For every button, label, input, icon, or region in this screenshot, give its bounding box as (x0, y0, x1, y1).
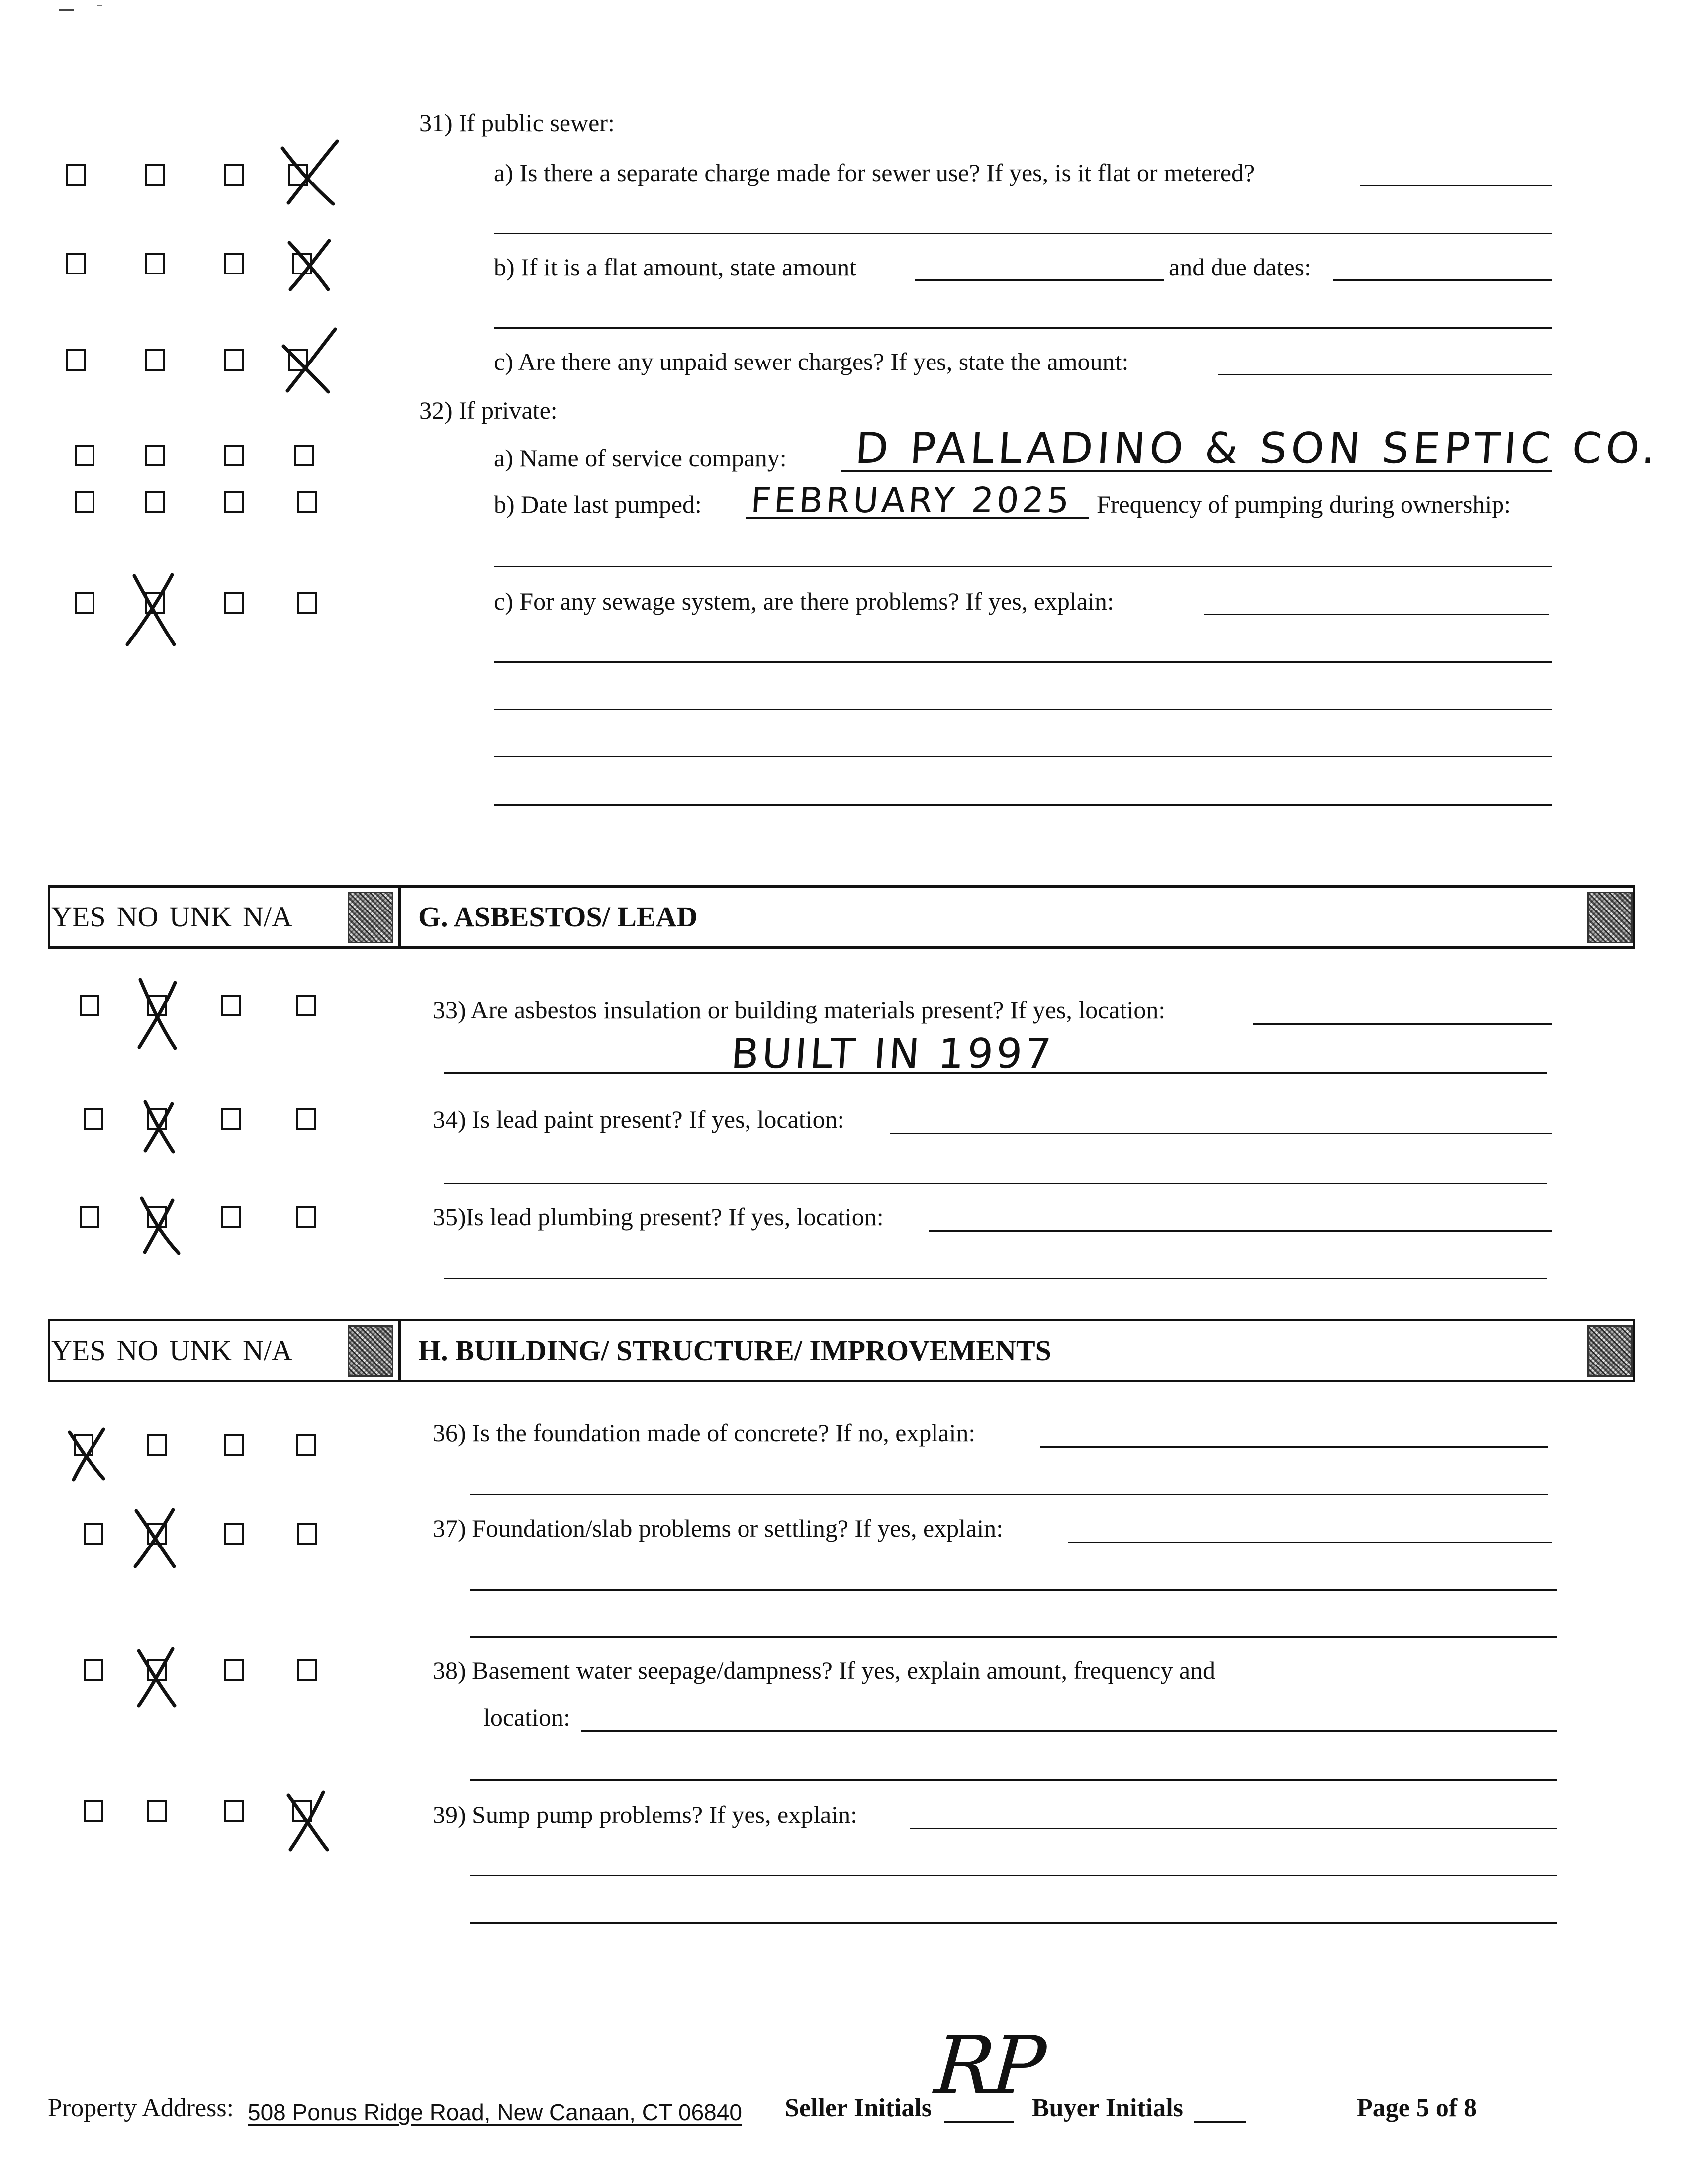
col-yes: YES (51, 1334, 106, 1366)
q32c-line-2[interactable] (494, 709, 1552, 710)
address-label: Property Address: (48, 2094, 234, 2122)
q35-text: 35)Is lead plumbing present? If yes, location: (433, 1203, 884, 1231)
col-na: N/A (243, 1334, 292, 1366)
seller-initials (785, 2093, 932, 2123)
q32a-yes-checkbox[interactable] (75, 445, 94, 466)
halftone-block (348, 1325, 393, 1377)
q38-extra-line[interactable] (470, 1779, 1557, 1781)
q31b-unk-checkbox[interactable] (224, 253, 244, 274)
page-number-text: Page 5 of 8 (1357, 2094, 1477, 2122)
q35-na-checkbox[interactable] (296, 1206, 316, 1228)
q36-text: 36) Is the foundation made of concrete? If no, explain: (433, 1419, 976, 1447)
section-h-header (48, 1319, 1635, 1382)
q32c-yes-checkbox[interactable] (75, 592, 94, 614)
q31b-text-1: b) If it is a flat amount, state amount (494, 253, 856, 281)
buyer-initials-line[interactable] (1194, 2121, 1246, 2123)
q33-text: 33) Are asbestos insulation or building materials present? If yes, location: (433, 996, 1166, 1024)
seller-initials-label: Seller Initials (785, 2094, 932, 2122)
address-value: 508 Ponus Ridge Road, New Canaan, CT 06840 (248, 2099, 742, 2125)
col-na: N/A (243, 901, 292, 933)
q39-line-1[interactable] (470, 1875, 1557, 1876)
q31a-yes-checkbox[interactable] (66, 164, 86, 186)
q34-na-checkbox[interactable] (296, 1108, 316, 1130)
q38-text: 38) Basement water seepage/dampness? If yes, explain amount, frequency and (433, 1656, 1216, 1684)
q31a-text: a) Is there a separate charge made for sewer use? If yes, is it flat or metered? (494, 159, 1255, 186)
q34-text: 34) Is lead paint present? If yes, location: (433, 1105, 844, 1133)
section-g-columns (50, 888, 364, 946)
col-no: NO (116, 1334, 159, 1366)
halftone-block (1587, 892, 1633, 943)
q37-yes-checkbox[interactable] (84, 1523, 103, 1545)
seller-initials-signature: RP (932, 2019, 1046, 2112)
q32c-line-1[interactable] (494, 661, 1552, 663)
q38-no-x-mark (132, 1646, 179, 1708)
q33-na-checkbox[interactable] (296, 995, 316, 1016)
scan-mark (97, 5, 102, 6)
q38-unk-checkbox[interactable] (224, 1659, 244, 1681)
q37-unk-checkbox[interactable] (224, 1523, 244, 1545)
q32c-text: c) For any sewage system, are there problems? If yes, explain: (494, 587, 1114, 615)
q31a-no-checkbox[interactable] (145, 164, 165, 186)
q32b-text-2: Frequency of pumping during ownership: (1097, 490, 1511, 518)
buyer-initials-label: Buyer Initials (1032, 2094, 1183, 2122)
q34-answer-line[interactable] (890, 1133, 1552, 1134)
q36-yes-x-mark (64, 1427, 108, 1482)
q32c-na-checkbox[interactable] (297, 592, 317, 614)
q31c-text: c) Are there any unpaid sewer charges? If yes, state the amount: (494, 348, 1129, 375)
q32c-answer-line[interactable] (1204, 614, 1549, 615)
q32a-handwritten-answer: D PALLADINO & SON SEPTIC CO. (853, 424, 1661, 473)
col-unk: UNK (169, 901, 232, 933)
footer-address (48, 2093, 234, 2123)
section-divider (398, 1321, 401, 1380)
q32a-na-checkbox[interactable] (294, 445, 314, 466)
q32a-no-checkbox[interactable] (145, 445, 165, 466)
section-h-columns (50, 1321, 364, 1380)
q32b-no-checkbox[interactable] (145, 491, 165, 513)
q37-line-1[interactable] (470, 1589, 1557, 1591)
q31-heading: 31) If public sewer: (419, 109, 615, 137)
q39-na-x-mark (281, 1790, 331, 1852)
q31c-no-checkbox[interactable] (145, 349, 165, 371)
q33-answer-line[interactable] (1253, 1023, 1552, 1025)
section-h-title: H. BUILDING/ STRUCTURE/ IMPROVEMENTS (418, 1334, 1051, 1366)
buyer-initials (1032, 2093, 1183, 2123)
q31a-extra-line[interactable] (494, 233, 1552, 234)
q35-no-x-mark (137, 1195, 182, 1255)
page-number (1357, 2093, 1477, 2123)
q31c-yes-checkbox[interactable] (66, 349, 86, 371)
q38-text-2: location: (483, 1703, 570, 1731)
col-unk: UNK (169, 1334, 232, 1366)
q34-yes-checkbox[interactable] (84, 1108, 103, 1130)
q36-unk-checkbox[interactable] (224, 1434, 244, 1456)
q38-na-checkbox[interactable] (297, 1659, 317, 1681)
q32b-extra-line[interactable] (494, 566, 1552, 567)
q36-na-checkbox[interactable] (296, 1434, 316, 1456)
q34-extra-line[interactable] (444, 1183, 1547, 1184)
halftone-block (348, 892, 393, 943)
q36-no-checkbox[interactable] (147, 1434, 167, 1456)
q32c-line-4[interactable] (494, 804, 1552, 806)
section-divider (398, 888, 401, 946)
section-g-title: G. ASBESTOS/ LEAD (418, 901, 698, 933)
q32b-handwritten-answer: FEBRUARY 2025 (749, 480, 1074, 521)
q32b-unk-checkbox[interactable] (224, 491, 244, 513)
q31a-answer-line[interactable] (1360, 185, 1552, 186)
q31b-due-dates-line[interactable] (1333, 279, 1552, 281)
q39-yes-checkbox[interactable] (84, 1800, 103, 1822)
q32b-text-1: b) Date last pumped: (494, 490, 702, 518)
q31c-answer-line[interactable] (1218, 374, 1552, 375)
q31b-yes-checkbox[interactable] (66, 253, 86, 274)
q38-answer-line[interactable] (581, 1730, 1557, 1732)
q31a-unk-checkbox[interactable] (224, 164, 244, 186)
q37-no-x-mark (129, 1507, 179, 1569)
q36-answer-line[interactable] (1040, 1446, 1548, 1448)
footer-address-value (248, 2097, 742, 2127)
q32-heading: 32) If private: (419, 396, 558, 424)
q36-extra-line[interactable] (470, 1494, 1548, 1495)
halftone-block (1587, 1325, 1633, 1377)
q31b-extra-line[interactable] (494, 327, 1552, 329)
q35-yes-checkbox[interactable] (80, 1206, 99, 1228)
seller-initials-line[interactable] (944, 2121, 1014, 2123)
q32c-no-x-mark (124, 572, 179, 646)
q32b-yes-checkbox[interactable] (75, 491, 94, 513)
q39-unk-checkbox[interactable] (224, 1800, 244, 1822)
q39-no-checkbox[interactable] (147, 1800, 167, 1822)
q32c-line-3[interactable] (494, 756, 1552, 757)
col-no: NO (116, 901, 159, 933)
q33-no-x-mark (130, 976, 180, 1050)
q35-extra-line[interactable] (444, 1278, 1547, 1279)
q32c-unk-checkbox[interactable] (224, 592, 244, 614)
q34-unk-checkbox[interactable] (221, 1108, 241, 1130)
q31b-no-checkbox[interactable] (145, 253, 165, 274)
q39-line-2[interactable] (470, 1922, 1557, 1924)
q38-yes-checkbox[interactable] (84, 1659, 103, 1681)
q31b-amount-line[interactable] (915, 279, 1164, 281)
q37-na-checkbox[interactable] (297, 1523, 317, 1545)
q33-unk-checkbox[interactable] (221, 995, 241, 1016)
q37-text: 37) Foundation/slab problems or settling? If yes, explain: (433, 1514, 1004, 1542)
section-g-header (48, 885, 1635, 949)
q31c-na-x-mark (279, 326, 338, 396)
q31b-text-2: and due dates: (1169, 253, 1311, 281)
q34-no-x-mark (138, 1099, 178, 1154)
q31b-na-x-mark (283, 238, 333, 292)
q35-answer-line[interactable] (929, 1230, 1552, 1232)
q37-answer-line[interactable] (1068, 1542, 1552, 1543)
q33-handwritten-answer: BUILT IN 1997 (729, 1030, 1056, 1078)
q37-line-2[interactable] (470, 1636, 1557, 1638)
q32a-unk-checkbox[interactable] (224, 445, 244, 466)
scan-mark (59, 9, 74, 11)
q31a-na-x-mark (279, 139, 338, 209)
q39-text: 39) Sump pump problems? If yes, explain: (433, 1801, 858, 1828)
q39-answer-line[interactable] (910, 1828, 1557, 1829)
q32a-text: a) Name of service company: (494, 444, 787, 472)
q31c-unk-checkbox[interactable] (224, 349, 244, 371)
q33-yes-checkbox[interactable] (80, 995, 99, 1016)
col-yes: YES (51, 901, 106, 933)
q32b-na-checkbox[interactable] (297, 491, 317, 513)
q35-unk-checkbox[interactable] (221, 1206, 241, 1228)
